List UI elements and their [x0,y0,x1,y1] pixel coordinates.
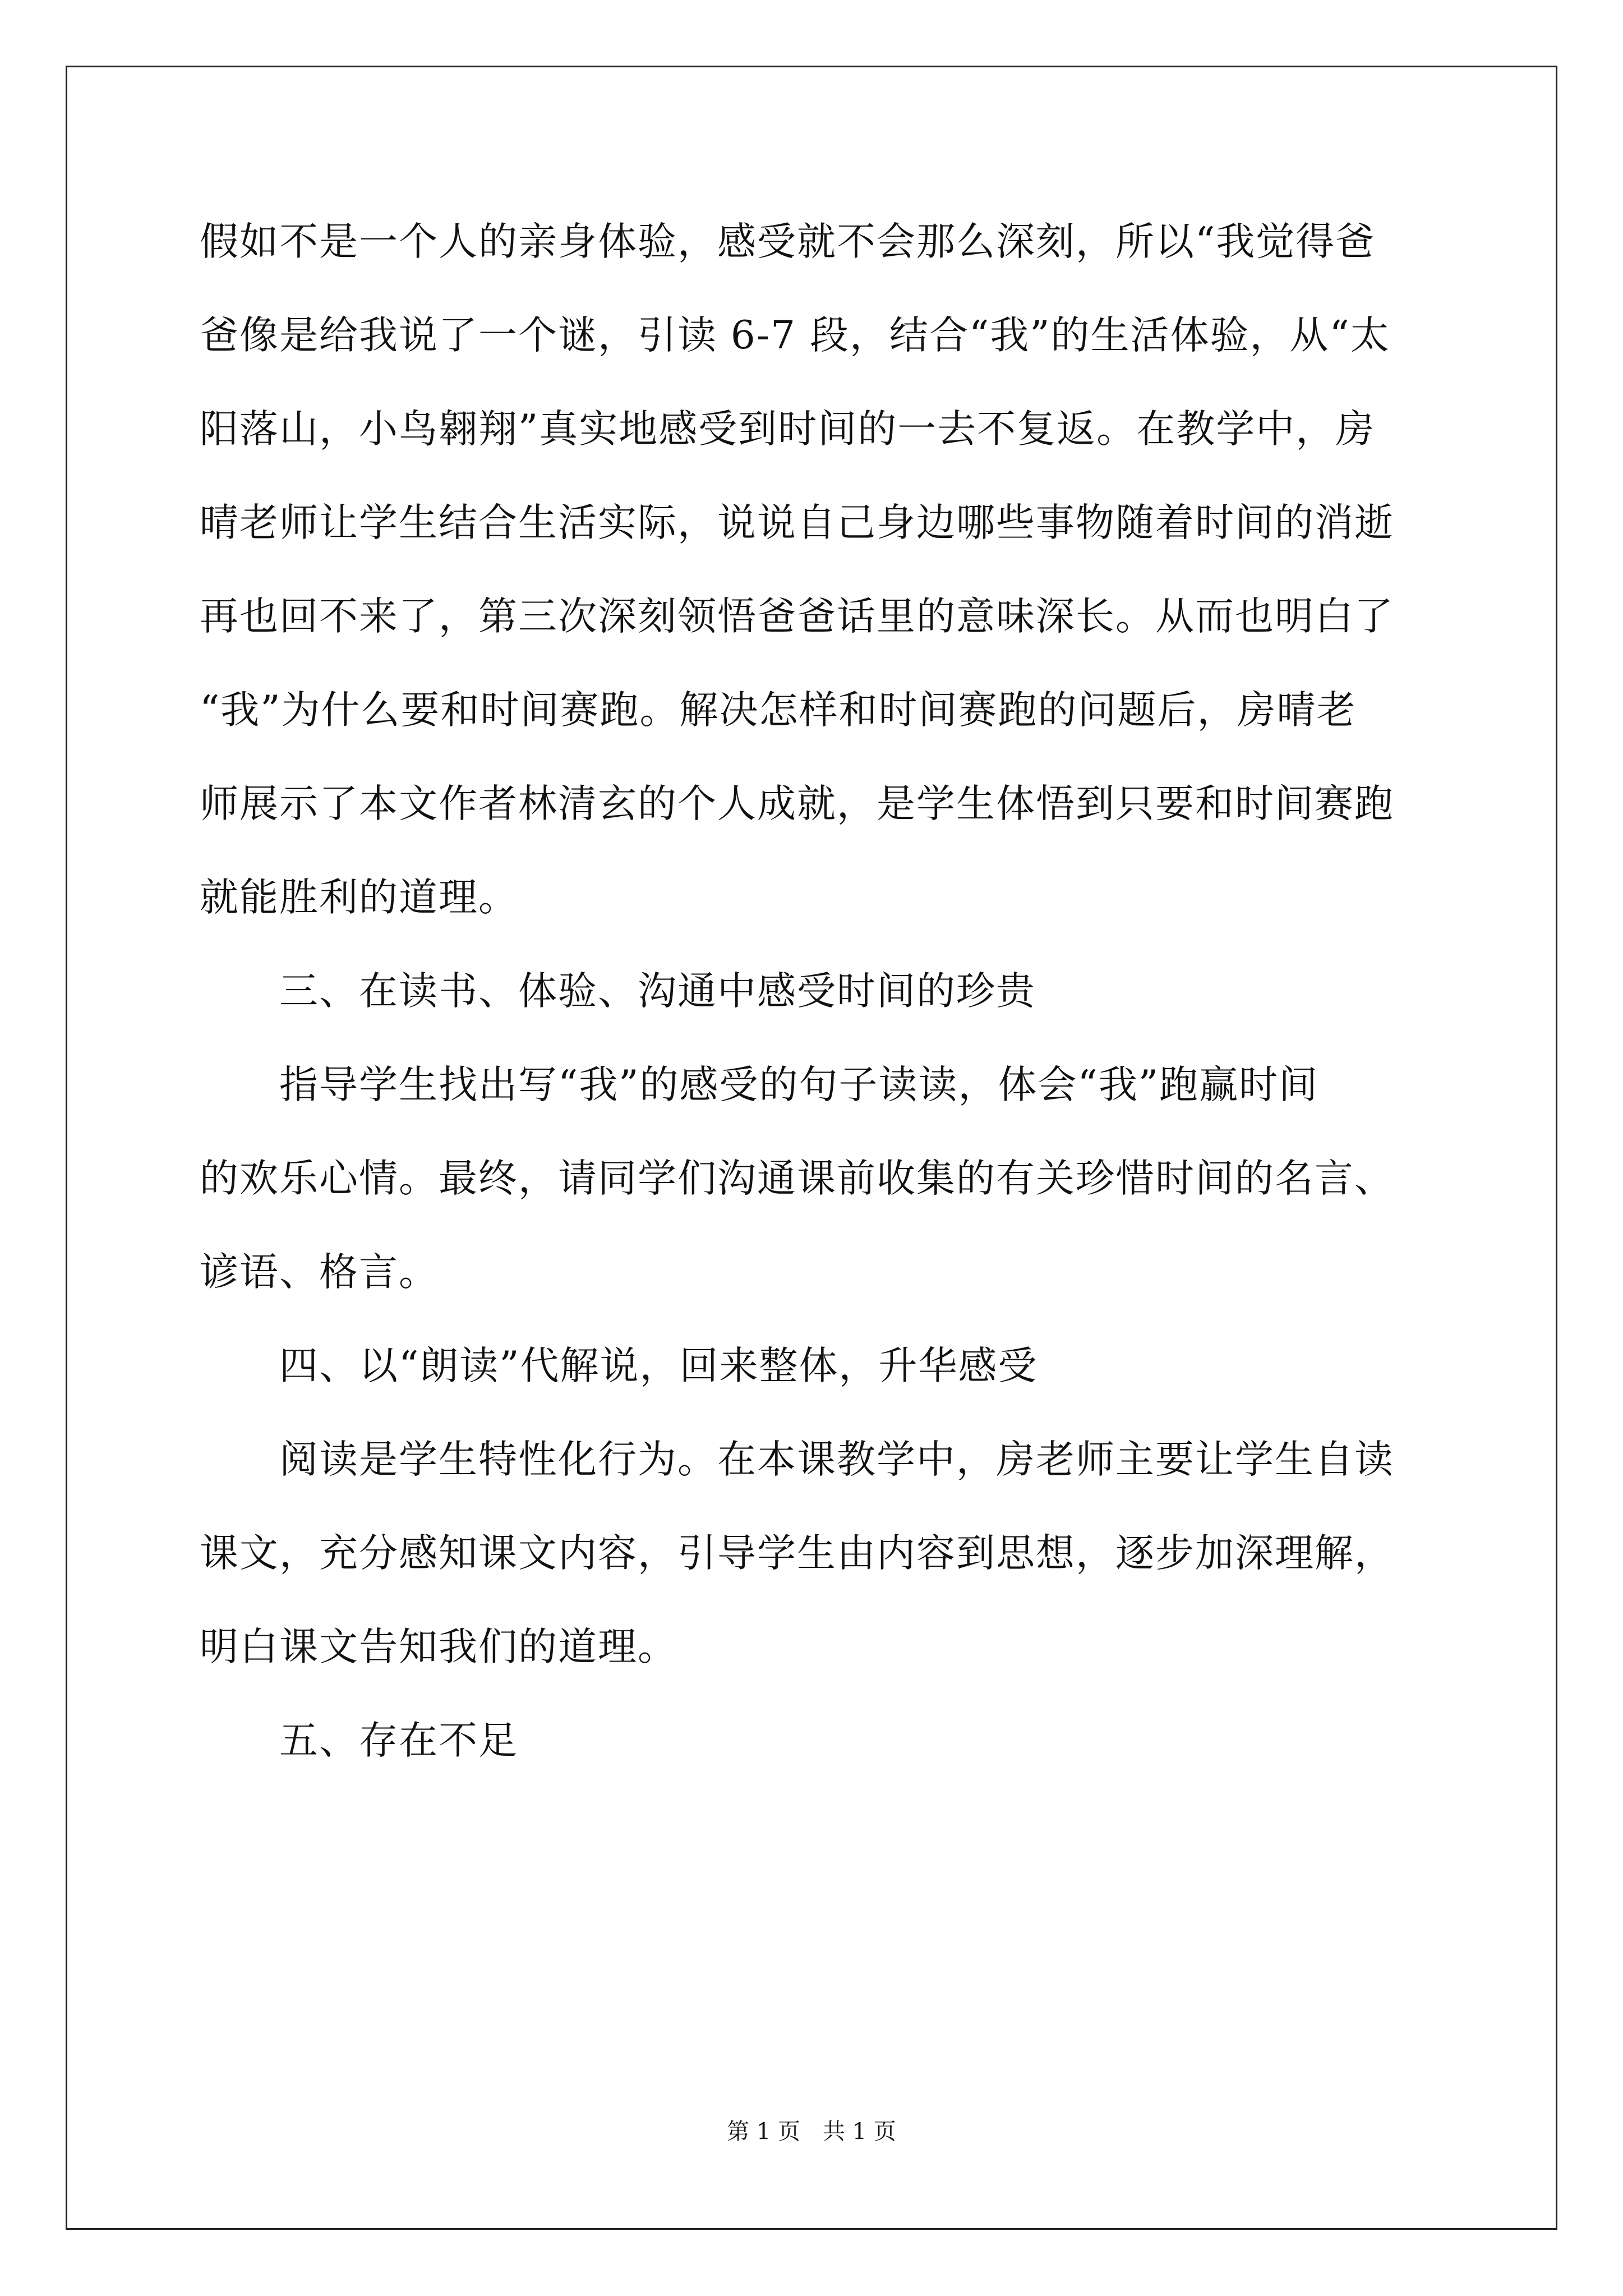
body-text-line: 的欢乐心情。最终，请同学们沟通课前收集的有关珍惜时间的名言、 [200,1156,1394,1201]
body-text-line: 师展示了本文作者林清玄的个人成就，是学生体悟到只要和时间赛跑 [200,781,1394,826]
body-text-line: 课文，充分感知课文内容，引导学生由内容到思想，逐步加深理解， [200,1531,1394,1576]
body-text-line: 就能胜利的道理。 [200,875,518,920]
body-text-line: 指导学生找出写“我”的感受的句子读读，体会“我”跑赢时间 [200,1062,1319,1107]
body-text-line: 假如不是一个人的亲身体验，感受就不会那么深刻，所以“我觉得爸 [200,219,1376,264]
body-text-line: 爸像是给我说了一个谜，引读 6-7 段，结合“我”的生活体验，从“太 [200,313,1390,358]
page-footer: 第 1 页 共 1 页 [727,2119,896,2145]
page-border [66,66,1557,2230]
body-text-line: 谚语、格言。 [200,1250,439,1295]
body-text-line: 再也回不来了，第三次深刻领悟爸爸话里的意味深长。从而也明白了 [200,594,1394,639]
section-heading: 五、存在不足 [200,1718,518,1763]
body-text-line: 阳落山，小鸟翱翔”真实地感受到时间的一去不复返。在教学中，房 [200,407,1376,452]
body-text-line: 明白课文告知我们的道理。 [200,1625,677,1669]
section-heading: 三、在读书、体验、沟通中感受时间的珍贵 [200,969,1036,1014]
section-heading: 四、以“朗读”代解说，回来整体，升华感受 [200,1343,1038,1388]
body-text-line: 阅读是学生特性化行为。在本课教学中，房老师主要让学生自读 [200,1437,1394,1482]
body-text-line: “我”为什么要和时间赛跑。解决怎样和时间赛跑的问题后，房晴老 [200,688,1357,733]
body-text-line: 晴老师让学生结合生活实际，说说自己身边哪些事物随着时间的消逝 [200,500,1394,545]
